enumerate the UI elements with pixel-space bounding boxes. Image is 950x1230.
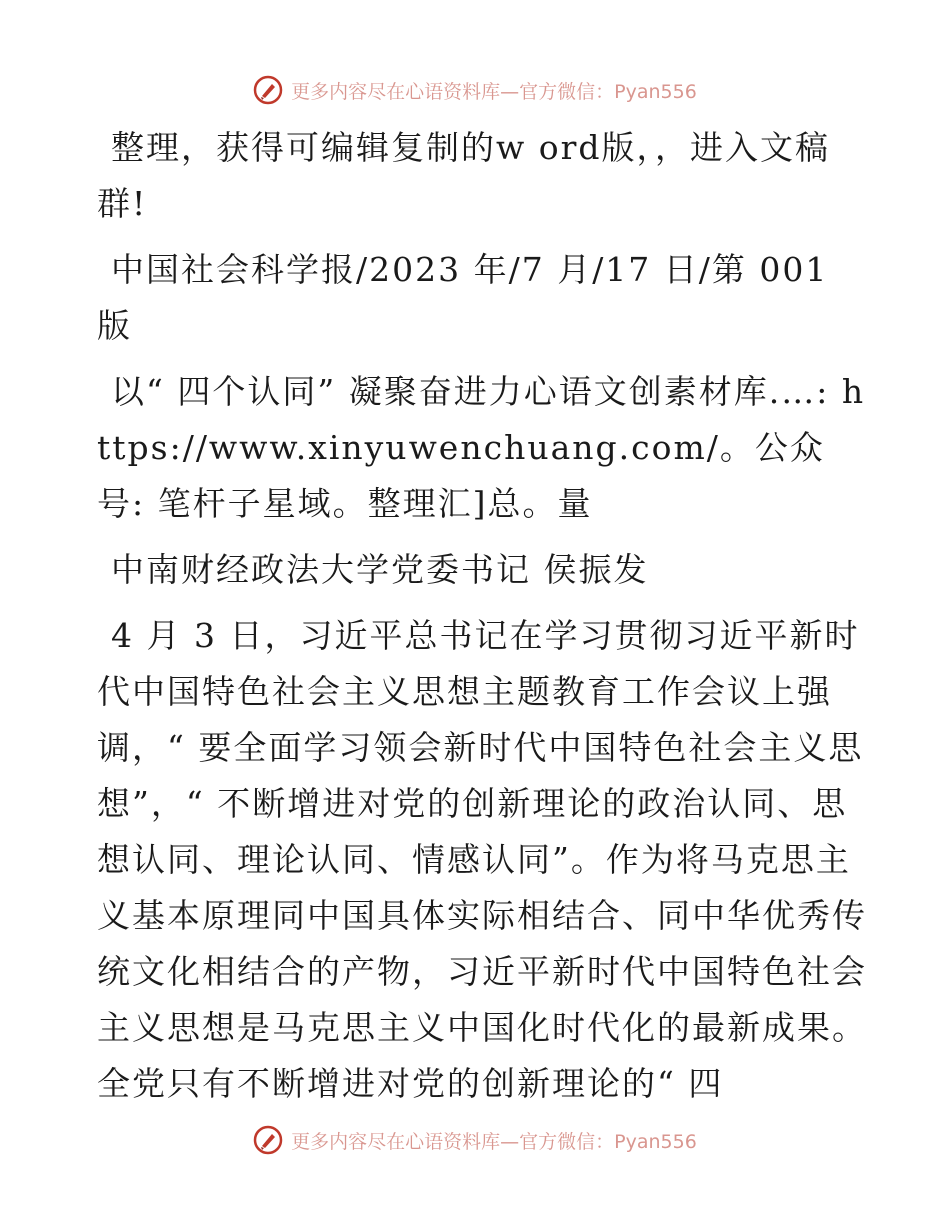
paragraph-intro: 整理，获得可编辑复制的w ord版，，进入文稿群!	[97, 128, 831, 223]
footer-banner	[0, 1120, 950, 1160]
footer-banner-text: 更多内容尽在心语资料库—官方微信：Pyan556	[291, 1130, 697, 1153]
pen-logo-icon	[253, 1125, 283, 1155]
paragraph-source: 中国社会科学报/2023 年/7 月/17 日/第 001 版	[97, 250, 829, 345]
document-body	[97, 120, 867, 1122]
paragraph-author: 中南财经政法大学党委书记 侯振发	[111, 550, 649, 589]
paragraph-body: 4 月 3 日，习近平总书记在学习贯彻习近平新时代中国特色社会主义思想主题教育工作会议上强调，“ 要全面学习领会新时代中国特色社会主义思想”，“ 不断增进对党的创新理论的政治认同、思想认同、理论认同、情感认同”。作为将马克思主义基本原理同中国具体实际相结合、同中华优秀传统文化相结合的产物，习近平新时代中国特色社会主义思想是马克思主义中国化时代化的最新成果。全党只有不断增进对党的创新理论的“ 四	[97, 616, 867, 1103]
pen-logo-icon	[253, 75, 283, 105]
header-banner-text: 更多内容尽在心语资料库—官方微信：Pyan556	[291, 80, 697, 103]
header-banner	[0, 70, 950, 110]
paragraph-title: 以“ 四个认同” 凝聚奋进力心语文创素材库.…: https://www.xinyuwenchuang.com/。公众号: 笔杆子星域。整理汇]总。量	[97, 372, 866, 523]
